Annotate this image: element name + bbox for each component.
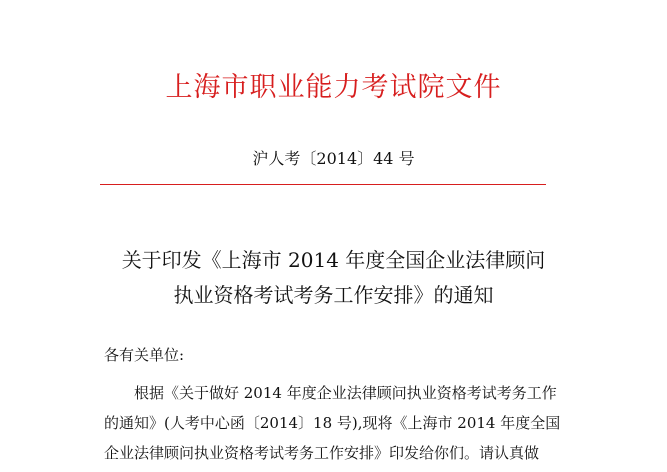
issuer-header: 上海市职业能力考试院文件 [165,72,502,103]
body-line-1: 根据《关于做好 2014 年度企业法律顾问执业资格考试考务工作 [134,384,557,402]
notice-title-line-1: 关于印发《上海市 2014 年度全国企业法律顾问 [121,248,546,272]
body-line-2: 的通知》(人考中心函〔2014〕18 号),现将《上海市 2014 年度全国 [104,414,561,432]
notice-title [0,244,667,314]
body-line-3: 企业法律顾问执业资格考试考务工作安排》印发给你们。请认真做 [104,444,540,462]
body-paragraph [104,378,574,468]
salutation: 各有关单位: [104,346,185,364]
notice-title-line-2: 执业资格考试考务工作安排》的通知 [173,283,494,307]
red-divider-line [100,184,546,185]
document-number: 沪人考〔2014〕44 号 [252,149,415,168]
